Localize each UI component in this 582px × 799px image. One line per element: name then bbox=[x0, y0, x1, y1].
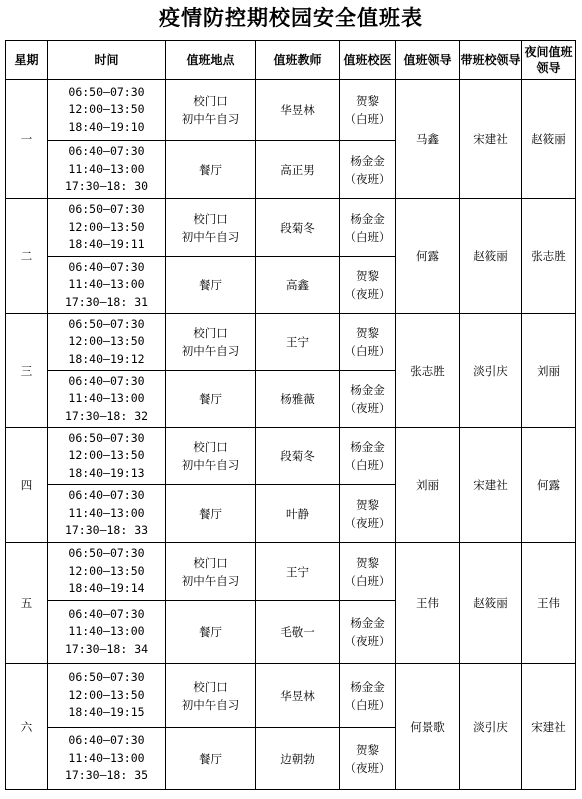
time-cell bbox=[48, 664, 166, 728]
teacher-cell: 边朝勃 bbox=[256, 728, 340, 790]
teacher-cell: 华昱林 bbox=[256, 664, 340, 728]
location-line: 初中午自习 bbox=[181, 344, 240, 358]
header-teacher: 值班教师 bbox=[256, 41, 340, 80]
time-cell bbox=[48, 257, 166, 314]
time-slot: 06:50—07:30 bbox=[68, 202, 145, 217]
doctor-line: 杨金金 bbox=[350, 679, 385, 694]
time-cell bbox=[48, 428, 166, 485]
time-cell bbox=[48, 485, 166, 543]
doctor-cell bbox=[340, 80, 396, 141]
doctor-line: （夜班） bbox=[344, 171, 391, 186]
header-time: 时间 bbox=[48, 41, 166, 80]
time-slot: 06:40—07:30 bbox=[68, 733, 145, 748]
teacher-cell: 杨雅薇 bbox=[256, 371, 340, 428]
time-slot: 06:50—07:30 bbox=[68, 84, 145, 99]
doctor-line: （白班） bbox=[344, 229, 391, 244]
school-leader-cell: 赵筱丽 bbox=[460, 543, 522, 664]
night-leader-cell: 何露 bbox=[522, 428, 576, 543]
teacher-cell: 高鑫 bbox=[256, 257, 340, 314]
time-slot: 18:40—19:15 bbox=[68, 705, 145, 720]
time-slot: 11:40—13:00 bbox=[68, 277, 145, 292]
time-slot: 17:30—18: 31 bbox=[64, 294, 149, 309]
location-line: 初中午自习 bbox=[181, 229, 240, 244]
time-cell bbox=[48, 199, 166, 257]
time-slot: 18:40—19:14 bbox=[68, 581, 145, 596]
doctor-line: 贺黎 bbox=[356, 326, 379, 340]
day-cell: 二 bbox=[6, 199, 48, 314]
doctor-cell bbox=[340, 428, 396, 485]
location-cell bbox=[166, 257, 256, 314]
location-line: 校门口 bbox=[193, 211, 228, 226]
header-row bbox=[6, 41, 576, 80]
page-title: 疫情防控期校园安全值班表 bbox=[159, 5, 423, 30]
table-row bbox=[6, 664, 576, 728]
teacher-cell: 段菊冬 bbox=[256, 199, 340, 257]
time-cell bbox=[48, 371, 166, 428]
doctor-line: （白班） bbox=[344, 458, 391, 472]
location-line: 校门口 bbox=[193, 326, 228, 340]
time-slot: 06:40—07:30 bbox=[68, 606, 145, 621]
location-line: 校门口 bbox=[193, 679, 228, 694]
time-slot: 06:50—07:30 bbox=[68, 670, 145, 685]
doctor-line: 杨金金 bbox=[350, 153, 385, 168]
time-cell bbox=[48, 543, 166, 601]
location-cell bbox=[166, 199, 256, 257]
header-leader: 值班领导 bbox=[396, 41, 460, 80]
time-slot: 17:30—18: 34 bbox=[64, 641, 149, 656]
doctor-line: （夜班） bbox=[344, 760, 391, 775]
time-slot: 18:40—19:11 bbox=[68, 237, 145, 252]
doctor-cell bbox=[340, 257, 396, 314]
doctor-line: （白班） bbox=[344, 344, 391, 358]
leader-cell: 马鑫 bbox=[396, 80, 460, 199]
leader-cell: 张志胜 bbox=[396, 314, 460, 428]
time-slot: 11:40—13:00 bbox=[68, 161, 145, 176]
doctor-line: （白班） bbox=[344, 573, 391, 588]
time-slot: 06:40—07:30 bbox=[68, 488, 145, 503]
schedule-body bbox=[6, 80, 576, 790]
night-leader-cell: 赵筱丽 bbox=[522, 80, 576, 199]
day-cell: 一 bbox=[6, 80, 48, 199]
doctor-line: 杨金金 bbox=[350, 211, 385, 226]
time-slot: 12:00—13:50 bbox=[68, 334, 145, 349]
location-line: 餐厅 bbox=[199, 751, 222, 766]
teacher-cell: 王宁 bbox=[256, 314, 340, 371]
day-cell: 四 bbox=[6, 428, 48, 543]
location-line: 餐厅 bbox=[199, 392, 222, 406]
doctor-line: （夜班） bbox=[344, 287, 391, 301]
time-slot: 11:40—13:00 bbox=[68, 505, 145, 520]
leader-cell: 王伟 bbox=[396, 543, 460, 664]
location-cell bbox=[166, 601, 256, 664]
table-row bbox=[6, 199, 576, 257]
location-cell bbox=[166, 371, 256, 428]
time-slot: 12:00—13:50 bbox=[68, 563, 145, 578]
doctor-line: （白班） bbox=[344, 697, 391, 712]
time-slot: 17:30—18: 33 bbox=[64, 523, 149, 538]
teacher-cell: 华昱林 bbox=[256, 80, 340, 141]
teacher-cell: 王宁 bbox=[256, 543, 340, 601]
doctor-line: 贺黎 bbox=[356, 497, 379, 512]
time-cell bbox=[48, 728, 166, 790]
time-slot: 06:50—07:30 bbox=[68, 546, 145, 561]
doctor-line: 贺黎 bbox=[356, 269, 379, 283]
header-night-leader: 夜间值班领导 bbox=[522, 41, 576, 80]
day-cell: 五 bbox=[6, 543, 48, 664]
doctor-line: （白班） bbox=[344, 112, 391, 126]
school-leader-cell: 淡引庆 bbox=[460, 664, 522, 790]
doctor-cell bbox=[340, 485, 396, 543]
time-slot: 12:00—13:50 bbox=[68, 448, 145, 463]
doctor-line: 贺黎 bbox=[356, 555, 379, 570]
header-location: 值班地点 bbox=[166, 41, 256, 80]
location-line: 餐厅 bbox=[199, 506, 222, 521]
time-cell bbox=[48, 601, 166, 664]
leader-cell: 刘丽 bbox=[396, 428, 460, 543]
doctor-line: 贺黎 bbox=[356, 94, 379, 108]
location-cell bbox=[166, 141, 256, 199]
teacher-cell: 高正男 bbox=[256, 141, 340, 199]
table-row bbox=[6, 314, 576, 371]
school-leader-cell: 赵筱丽 bbox=[460, 199, 522, 314]
doctor-cell bbox=[340, 601, 396, 664]
school-leader-cell: 淡引庆 bbox=[460, 314, 522, 428]
location-line: 初中午自习 bbox=[181, 458, 240, 472]
location-line: 餐厅 bbox=[199, 162, 222, 177]
time-slot: 17:30—18: 32 bbox=[64, 408, 149, 423]
location-line: 初中午自习 bbox=[181, 112, 240, 126]
time-slot: 12:00—13:50 bbox=[68, 102, 145, 117]
time-cell bbox=[48, 80, 166, 141]
location-line: 餐厅 bbox=[199, 278, 222, 292]
location-line: 校门口 bbox=[193, 94, 228, 108]
location-cell bbox=[166, 80, 256, 141]
table-row bbox=[6, 428, 576, 485]
leader-cell: 何景歌 bbox=[396, 664, 460, 790]
location-cell bbox=[166, 543, 256, 601]
location-cell bbox=[166, 728, 256, 790]
location-line: 初中午自习 bbox=[181, 697, 240, 712]
header-day: 星期 bbox=[6, 41, 48, 80]
time-slot: 06:50—07:30 bbox=[68, 316, 145, 331]
doctor-line: （夜班） bbox=[344, 515, 391, 530]
location-line: 校门口 bbox=[193, 555, 228, 570]
location-cell bbox=[166, 314, 256, 371]
doctor-cell bbox=[340, 141, 396, 199]
time-slot: 18:40—19:10 bbox=[68, 119, 145, 134]
location-cell bbox=[166, 485, 256, 543]
time-slot: 06:50—07:30 bbox=[68, 430, 145, 445]
time-slot: 11:40—13:00 bbox=[68, 391, 145, 406]
header-doctor: 值班校医 bbox=[340, 41, 396, 80]
doctor-cell bbox=[340, 728, 396, 790]
time-slot: 12:00—13:50 bbox=[68, 687, 145, 702]
table-row bbox=[6, 80, 576, 141]
location-line: 初中午自习 bbox=[181, 573, 240, 588]
time-slot: 06:40—07:30 bbox=[68, 144, 145, 159]
time-cell bbox=[48, 141, 166, 199]
time-slot: 17:30—18: 30 bbox=[64, 179, 149, 194]
location-cell bbox=[166, 664, 256, 728]
night-leader-cell: 刘丽 bbox=[522, 314, 576, 428]
doctor-cell bbox=[340, 314, 396, 371]
school-leader-cell: 宋建社 bbox=[460, 428, 522, 543]
time-slot: 18:40—19:12 bbox=[68, 351, 145, 366]
location-line: 餐厅 bbox=[199, 625, 222, 639]
doctor-line: （夜班） bbox=[344, 634, 391, 648]
doctor-line: 杨金金 bbox=[350, 440, 385, 454]
teacher-cell: 叶静 bbox=[256, 485, 340, 543]
doctor-cell bbox=[340, 543, 396, 601]
time-slot: 11:40—13:00 bbox=[68, 750, 145, 765]
doctor-line: （夜班） bbox=[344, 401, 391, 415]
duty-schedule-table bbox=[5, 40, 576, 790]
table-row bbox=[6, 543, 576, 601]
night-leader-cell: 张志胜 bbox=[522, 199, 576, 314]
doctor-cell bbox=[340, 664, 396, 728]
doctor-cell bbox=[340, 199, 396, 257]
time-slot: 17:30—18: 35 bbox=[64, 768, 149, 783]
leader-cell: 何露 bbox=[396, 199, 460, 314]
doctor-cell bbox=[340, 371, 396, 428]
night-leader-cell: 王伟 bbox=[522, 543, 576, 664]
location-line: 校门口 bbox=[193, 440, 228, 454]
doctor-line: 杨金金 bbox=[350, 616, 385, 630]
time-slot: 18:40—19:13 bbox=[68, 465, 145, 480]
school-leader-cell: 宋建社 bbox=[460, 80, 522, 199]
night-leader-cell: 宋建社 bbox=[522, 664, 576, 790]
header-school-leader: 带班校领导 bbox=[460, 41, 522, 80]
doctor-line: 贺黎 bbox=[356, 742, 379, 757]
doctor-line: 杨金金 bbox=[350, 383, 385, 397]
time-cell bbox=[48, 314, 166, 371]
day-cell: 三 bbox=[6, 314, 48, 428]
location-cell bbox=[166, 428, 256, 485]
time-slot: 06:40—07:30 bbox=[68, 373, 145, 388]
day-cell: 六 bbox=[6, 664, 48, 790]
time-slot: 12:00—13:50 bbox=[68, 219, 145, 234]
teacher-cell: 毛敬一 bbox=[256, 601, 340, 664]
time-slot: 06:40—07:30 bbox=[68, 259, 145, 274]
time-slot: 11:40—13:00 bbox=[68, 624, 145, 639]
teacher-cell: 段菊冬 bbox=[256, 428, 340, 485]
